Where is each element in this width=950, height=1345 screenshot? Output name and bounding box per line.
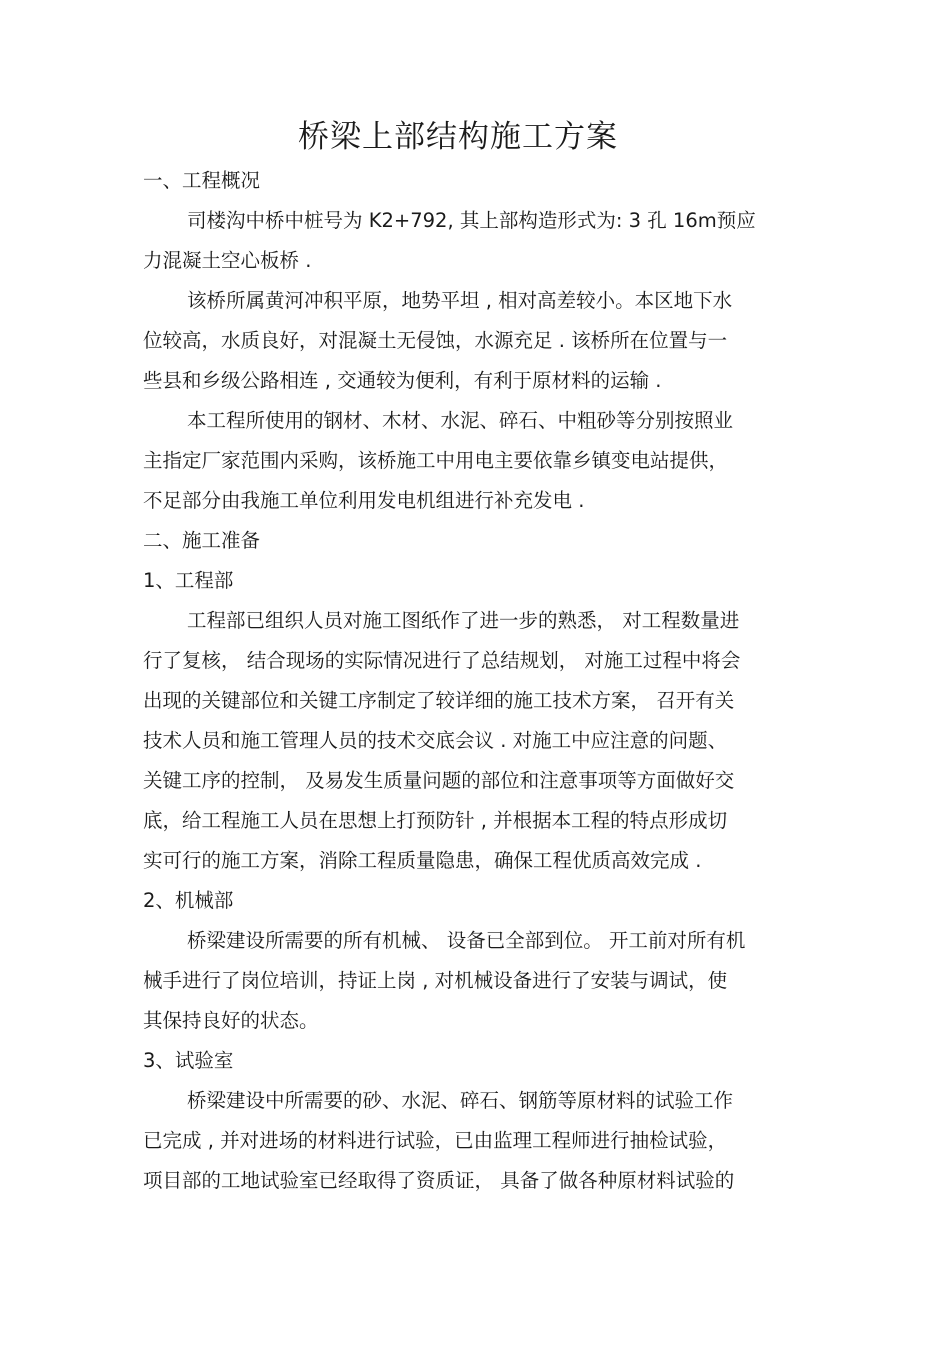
paragraph-line: 械手进行了岗位培训，持证上岗 , 对机械设备进行了安装与调试，使 — [143, 969, 728, 992]
paragraph-line: 技术人员和施工管理人员的技术交底会议 . 对施工中应注意的问题、 — [143, 729, 728, 752]
paragraph-line: 力混凝土空心板桥 . — [143, 249, 312, 272]
paragraph-line: 关键工序的控制， 及易发生质量问题的部位和注意事项等方面做好交 — [143, 769, 735, 792]
paragraph-line: 实可行的施工方案，消除工程质量隐患，确保工程优质高效完成 . — [143, 849, 702, 872]
paragraph-line: 些县和乡级公路相连 , 交通较为便利，有利于原材料的运输 . — [143, 369, 662, 392]
section-heading-1: 一、工程概况 — [143, 169, 261, 192]
paragraph-line: 司楼沟中桥中桩号为 K2+792, 其上部构造形式为: 3 孔 16m预应 — [187, 209, 756, 232]
paragraph-line: 不足部分由我施工单位利用发电机组进行补充发电 . — [143, 489, 585, 512]
paragraph-line: 行了复核， 结合现场的实际情况进行了总结规划， 对施工过程中将会 — [143, 649, 741, 672]
subsection-heading-engineering: 1、工程部 — [143, 569, 234, 592]
document-title: 桥梁上部结构施工方案 — [298, 119, 618, 155]
paragraph-line: 本工程所使用的钢材、木材、水泥、碎石、中粗砂等分别按照业 — [187, 409, 734, 432]
paragraph-line: 项目部的工地试验室已经取得了资质证， 具备了做各种原材料试验的 — [143, 1169, 735, 1192]
section-heading-2: 二、施工准备 — [143, 529, 261, 552]
paragraph-line: 位较高，水质良好，对混凝土无侵蚀，水源充足 . 该桥所在位置与一 — [143, 329, 728, 352]
paragraph-line: 底，给工程施工人员在思想上打预防针 , 并根据本工程的特点形成切 — [143, 809, 728, 832]
paragraph-line: 主指定厂家范围内采购，该桥施工中用电主要依靠乡镇变电站提供， — [143, 449, 729, 472]
subsection-heading-laboratory: 3、试验室 — [143, 1049, 234, 1072]
subsection-heading-machinery: 2、机械部 — [143, 889, 234, 912]
paragraph-line: 已完成 , 并对进场的材料进行试验，已由监理工程师进行抽检试验， — [143, 1129, 728, 1152]
paragraph-line: 其保持良好的状态。 — [143, 1009, 319, 1032]
paragraph-line: 工程部已组织人员对施工图纸作了进一步的熟悉， 对工程数量进 — [187, 609, 740, 632]
paragraph-line: 出现的关键部位和关键工序制定了较详细的施工技术方案， 召开有关 — [143, 689, 735, 712]
paragraph-line: 桥梁建设所需要的所有机械、 设备已全部到位。 开工前对所有机 — [187, 929, 746, 952]
paragraph-line: 桥梁建设中所需要的砂、水泥、碎石、钢筋等原材料的试验工作 — [187, 1089, 734, 1112]
paragraph-line: 该桥所属黄河冲积平原，地势平坦 , 相对高差较小。本区地下水 — [187, 289, 733, 312]
